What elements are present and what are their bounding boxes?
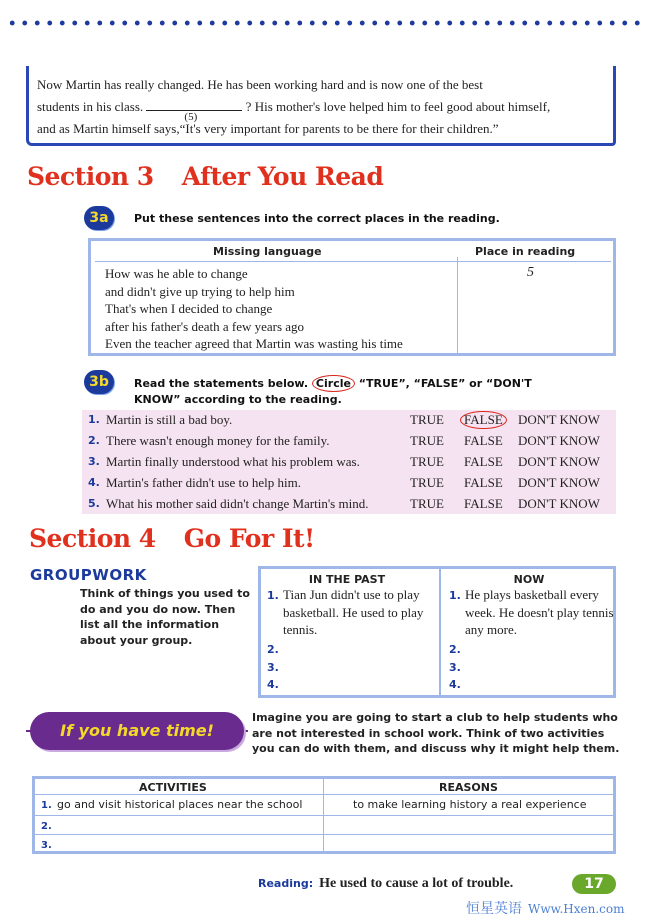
list-item: How was he able to change xyxy=(105,266,248,281)
now-header: NOW xyxy=(513,573,545,586)
past-now-table xyxy=(258,566,616,698)
option-false-circled[interactable]: FALSE xyxy=(460,411,507,429)
statement-number: 2. xyxy=(88,434,100,447)
statement-row xyxy=(82,452,616,472)
option-false[interactable]: FALSE xyxy=(464,475,503,490)
list-item: after his father's death a few years ago xyxy=(105,318,305,334)
passage-line-1: Now Martin has really changed. He has been working hard and is now one of the best xyxy=(37,77,483,92)
passage-line-2a: students in his class. xyxy=(37,99,144,114)
watermark xyxy=(466,898,624,918)
passage-line-2 xyxy=(37,96,605,123)
option-true[interactable]: TRUE xyxy=(410,412,444,427)
instruction-text: “TRUE”, “FALSE” or “DON'T xyxy=(358,377,532,390)
past-item-text: Tian Jun didn't use to play basketball. He used to play tennis. xyxy=(283,587,424,637)
exercise-3a-badge: 3a xyxy=(84,206,114,230)
missing-language-header: Missing language xyxy=(213,245,322,258)
in-the-past-column xyxy=(261,573,433,693)
row-number: 2. xyxy=(41,821,52,832)
instruction-text: KNOW” according to the reading. xyxy=(134,393,342,406)
item-number: 1. xyxy=(449,589,461,602)
statement-text: Martin finally understood what his problem was. xyxy=(106,454,360,469)
option-true[interactable]: TRUE xyxy=(410,496,444,511)
statement-row xyxy=(82,410,616,430)
statement-text: What his mother said didn't change Martin's mind. xyxy=(106,496,369,511)
option-true[interactable]: TRUE xyxy=(410,475,444,490)
exercise-3b-badge: 3b xyxy=(84,370,114,394)
missing-language-table xyxy=(88,238,616,356)
past-item-2[interactable] xyxy=(261,640,433,658)
place-in-reading-header: Place in reading xyxy=(475,245,576,258)
activities-reasons-table xyxy=(32,776,616,854)
statement-number: 4. xyxy=(88,476,100,489)
option-false[interactable]: FALSE xyxy=(464,454,503,469)
watermark-url: Www.Hxen.com xyxy=(528,902,625,916)
page-footer xyxy=(258,876,513,892)
row-number: 3. xyxy=(41,840,52,851)
statement-number: 1. xyxy=(88,413,100,426)
now-column xyxy=(443,573,615,693)
groupwork-heading: GROUPWORK xyxy=(30,566,147,584)
statement-number: 5. xyxy=(88,497,100,510)
activities-header: ACTIVITIES xyxy=(139,781,207,794)
now-item-1[interactable] xyxy=(443,586,615,640)
option-dont-know[interactable]: DON'T KNOW xyxy=(518,454,600,469)
list-item: That's when I decided to change xyxy=(105,301,273,317)
option-true[interactable]: TRUE xyxy=(410,454,444,469)
instruction-text: Read the statements below. xyxy=(134,377,309,390)
table-divider xyxy=(35,834,613,835)
true-false-statements xyxy=(82,410,616,514)
exercise-3b-instruction xyxy=(134,375,532,407)
option-false[interactable]: FALSE xyxy=(464,496,503,511)
statement-text: Martin is still a bad boy. xyxy=(106,412,233,427)
item-number: 2. xyxy=(267,643,279,656)
activity-cell[interactable]: go and visit historical places near the school xyxy=(57,798,303,811)
item-number: 2. xyxy=(449,643,461,656)
section-3-number: Section 3 xyxy=(27,162,154,191)
past-item-3[interactable] xyxy=(261,658,433,676)
table-divider xyxy=(35,815,613,816)
table-column-divider xyxy=(439,569,441,695)
list-item: and didn't give up trying to help him xyxy=(105,283,295,299)
item-number: 1. xyxy=(267,589,279,602)
now-item-text: He plays basketball every week. He doesn't play tennis any more. xyxy=(465,587,614,637)
option-dont-know[interactable]: DON'T KNOW xyxy=(518,433,600,448)
section-3-title xyxy=(27,162,383,191)
footer-title: He used to cause a lot of trouble. xyxy=(319,876,514,891)
if-you-have-time-badge: If you have time! xyxy=(30,712,244,750)
now-item-2[interactable] xyxy=(443,640,615,658)
list-item: Even the teacher agreed that Martin was wasting his time xyxy=(105,336,403,352)
table-divider xyxy=(35,794,613,795)
item-number: 3. xyxy=(449,660,461,674)
option-dont-know[interactable]: DON'T KNOW xyxy=(518,496,600,511)
table-divider xyxy=(95,261,611,262)
blank-number: (5) xyxy=(184,111,198,123)
reasons-header: REASONS xyxy=(439,781,498,794)
statement-row xyxy=(82,494,616,514)
statement-number: 3. xyxy=(88,455,100,468)
fill-in-blank xyxy=(146,99,242,123)
in-the-past-header: IN THE PAST xyxy=(308,573,386,586)
statement-text: Martin's father didn't use to help him. xyxy=(106,475,301,490)
item-number: 4. xyxy=(267,678,279,691)
item-number: 4. xyxy=(449,678,461,691)
section-4-title xyxy=(29,524,315,553)
section-4-name: Go For It! xyxy=(183,524,315,553)
now-item-4[interactable] xyxy=(443,675,615,693)
passage-line-3: and as Martin himself says,“It's very important for parents to be there for their children.” xyxy=(37,121,499,136)
past-item-4[interactable] xyxy=(261,675,433,693)
option-true[interactable]: TRUE xyxy=(410,433,444,448)
watermark-chinese: 恒星英语 xyxy=(466,901,522,917)
past-item-1[interactable] xyxy=(261,586,433,640)
reason-cell[interactable]: to make learning history a real experience xyxy=(353,798,587,811)
table-column-divider xyxy=(457,257,458,355)
row-number: 1. xyxy=(41,800,52,811)
groupwork-instruction: Think of things you used to do and you do now. Then list all the information about your group. xyxy=(80,587,250,647)
place-in-reading-value: 5 xyxy=(527,265,534,280)
option-dont-know[interactable]: DON'T KNOW xyxy=(518,412,600,427)
option-dont-know[interactable]: DON'T KNOW xyxy=(518,475,600,490)
item-number: 3. xyxy=(267,660,279,674)
passage-line-2b: ? His mother's love helped him to feel good about himself, xyxy=(245,99,551,114)
circled-word: Circle xyxy=(312,375,355,392)
statement-row xyxy=(82,473,616,493)
page-number-badge: 17 xyxy=(572,874,616,894)
club-instruction: Imagine you are going to start a club to help students who are not interested in school work. Think of two activities you can do with them, and discuss why it might help them. xyxy=(252,711,620,755)
section-4-number: Section 4 xyxy=(29,524,156,553)
option-false[interactable]: FALSE xyxy=(464,433,503,448)
top-dot-border xyxy=(6,18,646,28)
now-item-3[interactable] xyxy=(443,658,615,676)
missing-language-list xyxy=(105,265,403,353)
reading-passage-excerpt xyxy=(26,66,616,146)
section-3-name: After You Read xyxy=(181,162,384,191)
statement-text: There wasn't enough money for the family. xyxy=(106,433,330,448)
exercise-3a-instruction: Put these sentences into the correct places in the reading. xyxy=(134,212,500,225)
footer-label: Reading: xyxy=(258,877,314,890)
statement-row xyxy=(82,431,616,451)
